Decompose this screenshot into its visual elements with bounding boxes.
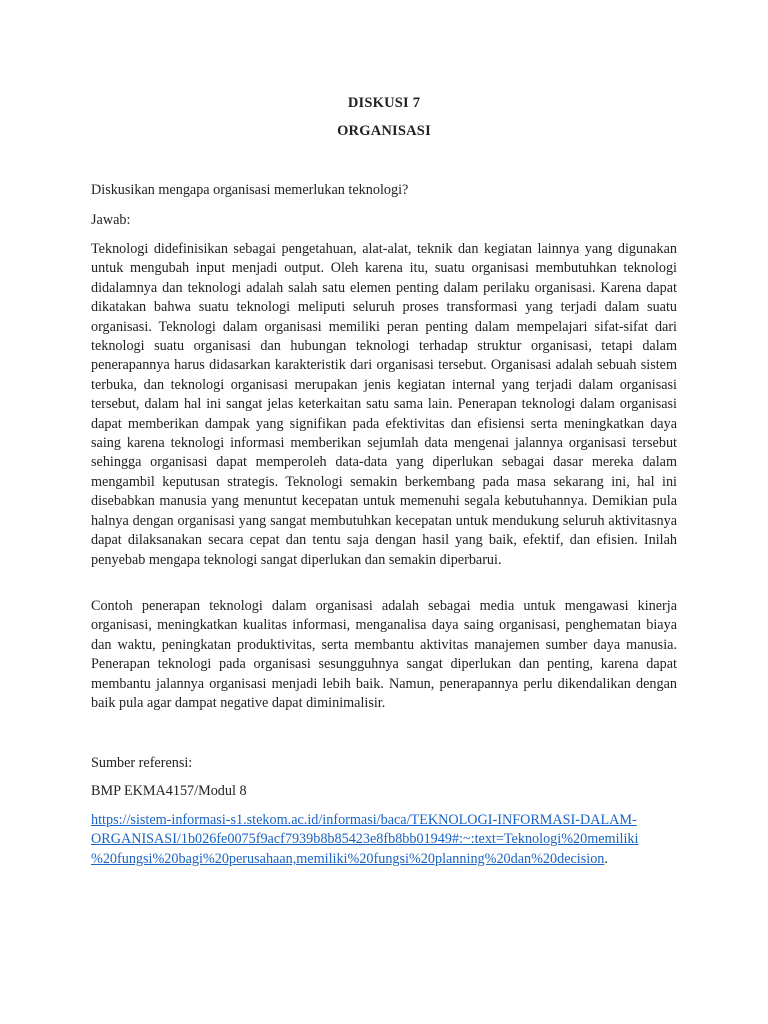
answer-label: Jawab: bbox=[91, 212, 131, 228]
reference-link-line-2[interactable]: ORGANISASI/1b026fe0075f9acf7939b8b85423e8fb8bb01949#:~:text=Teknologi%20memiliki bbox=[91, 831, 639, 848]
reference-link-line-3[interactable]: %20fungsi%20bagi%20perusahaan,memiliki%20fungsi%20planning%20dan%20decision bbox=[91, 850, 605, 867]
question-line bbox=[91, 181, 677, 200]
references-label: Sumber referensi: bbox=[91, 755, 193, 771]
reference-2-period: . bbox=[604, 850, 608, 867]
references-label-line bbox=[91, 754, 677, 773]
answer-paragraph-2-block bbox=[91, 597, 677, 713]
reference-2-row-3 bbox=[91, 850, 677, 869]
answer-paragraph-1-block bbox=[91, 240, 677, 570]
reference-2-row-2 bbox=[91, 830, 677, 849]
answer-label-line bbox=[91, 211, 677, 230]
reference-link-line-1[interactable]: https://sistem-informasi-s1.stekom.ac.id/informasi/baca/TEKNOLOGI-INFORMASI-DALAM- bbox=[91, 812, 637, 828]
reference-1: BMP EKMA4157/Modul 8 bbox=[91, 783, 247, 799]
answer-paragraph-1: Teknologi didefinisikan sebagai pengetahuan, alat-alat, teknik dan kegiatan lainnya yang digunakan untuk mengubah input menjadi output. Oleh karena itu, suatu organisasi membutuhkan teknologi didalamnya dan teknologi adalah salah satu elemen penting dalam perilaku organisasi. Karena dapat dikatakan bahwa suatu teknologi meliputi seluruh proses transformasi yang terjadi dalam suatu organisasi. Teknologi dalam organisasi memiliki peran penting dalam mempelajari sifat-sifat dari teknologi suatu organisasi dan hubungan teknologi terhadap struktur organisasi, tetapi dalam penerapannya harus didasarkan karakteristik dari organisasi tersebut. Organisasi adalah sebuah sistem terbuka, dan teknologi organisasi merupakan jenis kegiatan internal yang terjadi dalam organisasi tersebut, dalam hal ini sangat jelas keterkaitan satu sama lain. Penerapan teknologi dalam organisasi dapat memberikan dampak yang signifikan pada efektivitas dan efisiensi serta meningkatkan daya saing karena teknologi informasi memberikan sejumlah data mengenai jalannya organisasi tersebut sehingga organisasi dapat memperoleh data-data yang diperlukan sebagai dasar mereka dalam mengambil keputusan strategis. Teknologi semakin berkembang pada masa sekarang ini, hal ini disebabkan manusia yang menuntut kecepatan untuk memenuhi segala kebutuhannya. Demikian pula halnya dengan organisasi yang sangat membutuhkan kecepatan untuk mendukung seluruh aktivitasnya dapat dilaksanakan secara cepat dan tentu saja dengan hasil yang baik, efektif, dan efisien. Inilah penyebab mengapa teknologi sangat diperlukan dan semakin diperbarui. bbox=[91, 241, 677, 568]
reference-2-row-1 bbox=[91, 811, 677, 830]
reference-1-line bbox=[91, 782, 677, 801]
document-subtitle: ORGANISASI bbox=[337, 123, 431, 139]
question-text: Diskusikan mengapa organisasi memerlukan teknologi? bbox=[91, 182, 409, 198]
document-title: DISKUSI 7 bbox=[347, 95, 421, 111]
answer-paragraph-2: Contoh penerapan teknologi dalam organisasi adalah sebagai media untuk mengawasi kinerja organisasi, meningkatkan kualitas informasi, menganalisa daya saing organisasi, penghematan biaya dan waktu, peningkatan produktivitas, serta membantu aktivitas manajemen sumber daya manusia. Penerapan teknologi pada organisasi sesungguhnya sangat diperlukan dan penting, karena dapat membantu jalannya organisasi menjadi lebih baik. Namun, penerapannya perlu dikendalikan dengan baik pula agar dampat negative dapat diminimalisir. bbox=[91, 598, 677, 712]
reference-2-block bbox=[91, 811, 677, 869]
